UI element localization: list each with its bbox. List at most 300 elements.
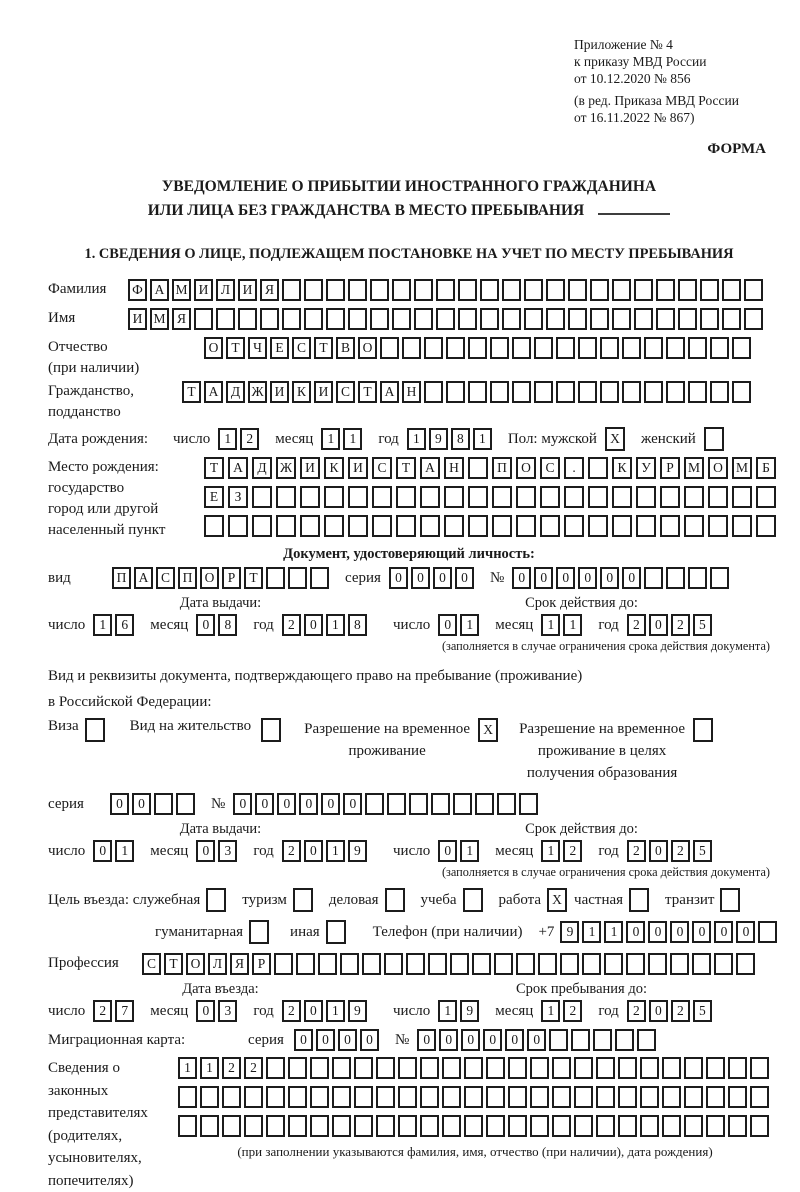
form-cell[interactable]: [424, 337, 443, 359]
form-cell[interactable]: [538, 953, 557, 975]
form-cell[interactable]: [492, 515, 512, 537]
form-cell[interactable]: 1: [563, 614, 582, 636]
form-cell[interactable]: К: [612, 457, 632, 479]
form-cell[interactable]: [288, 1086, 307, 1108]
form-cell[interactable]: [424, 381, 443, 403]
form-cell[interactable]: [468, 457, 488, 479]
form-cell[interactable]: [612, 515, 632, 537]
form-cell[interactable]: 1: [438, 1000, 457, 1022]
form-cell[interactable]: [588, 486, 608, 508]
form-cell[interactable]: [354, 1086, 373, 1108]
form-cell[interactable]: [260, 308, 279, 330]
form-cell[interactable]: 8: [451, 428, 470, 450]
form-cell[interactable]: 1: [115, 840, 134, 862]
form-cell[interactable]: Т: [164, 953, 183, 975]
form-cell[interactable]: [244, 1086, 263, 1108]
form-cell[interactable]: [744, 308, 763, 330]
form-cell[interactable]: [409, 793, 428, 815]
form-cell[interactable]: [662, 1086, 681, 1108]
form-cell[interactable]: 5: [693, 1000, 712, 1022]
form-cell[interactable]: 2: [240, 428, 259, 450]
form-cell[interactable]: [380, 337, 399, 359]
form-cell[interactable]: [684, 486, 704, 508]
form-cell[interactable]: 0: [338, 1029, 357, 1051]
form-cell[interactable]: И: [348, 457, 368, 479]
form-cell[interactable]: [750, 1115, 769, 1137]
form-cell[interactable]: [684, 1057, 703, 1079]
form-cell[interactable]: [660, 486, 680, 508]
form-cell[interactable]: [304, 279, 323, 301]
form-cell[interactable]: [512, 381, 531, 403]
form-cell[interactable]: [492, 486, 512, 508]
form-cell[interactable]: 0: [438, 840, 457, 862]
form-cell[interactable]: [516, 486, 536, 508]
form-cell[interactable]: [206, 888, 226, 912]
form-cell[interactable]: [568, 279, 587, 301]
form-cell[interactable]: [261, 718, 281, 742]
form-cell[interactable]: [420, 1115, 439, 1137]
form-cell[interactable]: [612, 279, 631, 301]
form-cell[interactable]: [370, 308, 389, 330]
form-cell[interactable]: 1: [460, 840, 479, 862]
form-cell[interactable]: Т: [204, 457, 224, 479]
form-cell[interactable]: .: [564, 457, 584, 479]
form-cell[interactable]: [732, 486, 752, 508]
form-cell[interactable]: [732, 515, 752, 537]
form-cell[interactable]: [519, 793, 538, 815]
form-cell[interactable]: [387, 793, 406, 815]
form-cell[interactable]: 0: [622, 567, 641, 589]
form-cell[interactable]: А: [380, 381, 399, 403]
form-cell[interactable]: [458, 308, 477, 330]
form-cell[interactable]: [442, 1115, 461, 1137]
form-cell[interactable]: 0: [316, 1029, 335, 1051]
form-cell[interactable]: [600, 381, 619, 403]
form-cell[interactable]: С: [292, 337, 311, 359]
form-cell[interactable]: [252, 486, 272, 508]
form-cell[interactable]: [310, 1057, 329, 1079]
form-cell[interactable]: А: [204, 381, 223, 403]
form-cell[interactable]: И: [194, 279, 213, 301]
form-cell[interactable]: [530, 1086, 549, 1108]
form-cell[interactable]: [266, 1086, 285, 1108]
form-cell[interactable]: [252, 515, 272, 537]
form-cell[interactable]: 0: [304, 840, 323, 862]
form-cell[interactable]: [564, 515, 584, 537]
form-cell[interactable]: 0: [736, 921, 755, 943]
form-cell[interactable]: [640, 1115, 659, 1137]
form-cell[interactable]: [370, 279, 389, 301]
form-cell[interactable]: [560, 953, 579, 975]
form-cell[interactable]: 0: [649, 614, 668, 636]
form-cell[interactable]: [222, 1086, 241, 1108]
form-cell[interactable]: 0: [649, 1000, 668, 1022]
form-cell[interactable]: [728, 1057, 747, 1079]
form-cell[interactable]: 0: [439, 1029, 458, 1051]
form-cell[interactable]: [376, 1086, 395, 1108]
form-cell[interactable]: 1: [93, 614, 112, 636]
form-cell[interactable]: 1: [326, 1000, 345, 1022]
form-cell[interactable]: [758, 921, 777, 943]
form-cell[interactable]: 9: [348, 840, 367, 862]
form-cell[interactable]: 9: [348, 1000, 367, 1022]
form-cell[interactable]: О: [516, 457, 536, 479]
form-cell[interactable]: Е: [204, 486, 224, 508]
form-cell[interactable]: [670, 953, 689, 975]
form-cell[interactable]: [354, 1057, 373, 1079]
form-cell[interactable]: X: [478, 718, 498, 742]
form-cell[interactable]: Я: [172, 308, 191, 330]
form-cell[interactable]: 0: [389, 567, 408, 589]
form-cell[interactable]: [431, 793, 450, 815]
form-cell[interactable]: [300, 515, 320, 537]
form-cell[interactable]: [428, 953, 447, 975]
form-cell[interactable]: [574, 1086, 593, 1108]
form-cell[interactable]: [324, 515, 344, 537]
form-cell[interactable]: [468, 381, 487, 403]
form-cell[interactable]: 2: [627, 614, 646, 636]
form-cell[interactable]: И: [270, 381, 289, 403]
form-cell[interactable]: [546, 279, 565, 301]
form-cell[interactable]: [365, 793, 384, 815]
form-cell[interactable]: [666, 337, 685, 359]
form-cell[interactable]: Т: [314, 337, 333, 359]
form-cell[interactable]: 0: [649, 840, 668, 862]
form-cell[interactable]: 0: [196, 840, 215, 862]
form-cell[interactable]: [700, 279, 719, 301]
form-cell[interactable]: 0: [294, 1029, 313, 1051]
form-cell[interactable]: 1: [178, 1057, 197, 1079]
form-cell[interactable]: [458, 279, 477, 301]
form-cell[interactable]: Ч: [248, 337, 267, 359]
form-cell[interactable]: [750, 1057, 769, 1079]
form-cell[interactable]: [446, 337, 465, 359]
form-cell[interactable]: [446, 381, 465, 403]
form-cell[interactable]: 0: [648, 921, 667, 943]
form-cell[interactable]: 0: [343, 793, 362, 815]
form-cell[interactable]: [444, 515, 464, 537]
form-cell[interactable]: [704, 427, 724, 451]
form-cell[interactable]: 9: [560, 921, 579, 943]
form-cell[interactable]: [590, 279, 609, 301]
form-cell[interactable]: 1: [541, 840, 560, 862]
form-cell[interactable]: [310, 1115, 329, 1137]
form-cell[interactable]: [552, 1086, 571, 1108]
form-cell[interactable]: [274, 953, 293, 975]
form-cell[interactable]: [490, 337, 509, 359]
form-cell[interactable]: [463, 888, 483, 912]
form-cell[interactable]: [222, 1115, 241, 1137]
form-cell[interactable]: [618, 1057, 637, 1079]
form-cell[interactable]: [228, 515, 248, 537]
form-cell[interactable]: [688, 567, 707, 589]
form-cell[interactable]: [372, 486, 392, 508]
form-cell[interactable]: 3: [218, 840, 237, 862]
form-cell[interactable]: [524, 279, 543, 301]
form-cell[interactable]: 0: [438, 614, 457, 636]
form-cell[interactable]: 2: [627, 840, 646, 862]
form-cell[interactable]: [708, 515, 728, 537]
form-cell[interactable]: [398, 1115, 417, 1137]
form-cell[interactable]: X: [547, 888, 567, 912]
form-cell[interactable]: [472, 953, 491, 975]
form-cell[interactable]: [502, 308, 521, 330]
form-cell[interactable]: 0: [626, 921, 645, 943]
form-cell[interactable]: [244, 1115, 263, 1137]
form-cell[interactable]: [634, 308, 653, 330]
form-cell[interactable]: [732, 381, 751, 403]
form-cell[interactable]: [348, 308, 367, 330]
form-cell[interactable]: [464, 1115, 483, 1137]
form-cell[interactable]: [318, 953, 337, 975]
form-cell[interactable]: 0: [455, 567, 474, 589]
form-cell[interactable]: С: [156, 567, 175, 589]
form-cell[interactable]: Т: [182, 381, 201, 403]
form-cell[interactable]: [249, 920, 269, 944]
form-cell[interactable]: [530, 1057, 549, 1079]
form-cell[interactable]: [288, 567, 307, 589]
form-cell[interactable]: [300, 486, 320, 508]
form-cell[interactable]: 0: [600, 567, 619, 589]
form-cell[interactable]: 0: [360, 1029, 379, 1051]
form-cell[interactable]: [288, 1115, 307, 1137]
form-cell[interactable]: [534, 381, 553, 403]
form-cell[interactable]: М: [684, 457, 704, 479]
form-cell[interactable]: 6: [115, 614, 134, 636]
form-cell[interactable]: 2: [222, 1057, 241, 1079]
form-cell[interactable]: 0: [461, 1029, 480, 1051]
form-cell[interactable]: 1: [326, 840, 345, 862]
form-cell[interactable]: [590, 308, 609, 330]
form-cell[interactable]: Ф: [128, 279, 147, 301]
form-cell[interactable]: [644, 337, 663, 359]
form-cell[interactable]: А: [420, 457, 440, 479]
form-cell[interactable]: [688, 381, 707, 403]
form-cell[interactable]: [450, 953, 469, 975]
form-cell[interactable]: [684, 515, 704, 537]
form-cell[interactable]: [693, 718, 713, 742]
form-cell[interactable]: Н: [402, 381, 421, 403]
form-cell[interactable]: [708, 486, 728, 508]
form-cell[interactable]: [310, 567, 329, 589]
form-cell[interactable]: [480, 279, 499, 301]
form-cell[interactable]: [660, 515, 680, 537]
form-cell[interactable]: 2: [282, 614, 301, 636]
form-cell[interactable]: О: [204, 337, 223, 359]
form-cell[interactable]: 0: [433, 567, 452, 589]
form-cell[interactable]: [622, 337, 641, 359]
form-cell[interactable]: [582, 953, 601, 975]
form-cell[interactable]: И: [300, 457, 320, 479]
form-cell[interactable]: [502, 279, 521, 301]
form-cell[interactable]: [750, 1086, 769, 1108]
form-cell[interactable]: [398, 1057, 417, 1079]
form-cell[interactable]: [490, 381, 509, 403]
form-cell[interactable]: Р: [660, 457, 680, 479]
form-cell[interactable]: [662, 1115, 681, 1137]
form-cell[interactable]: Л: [216, 279, 235, 301]
form-cell[interactable]: 2: [93, 1000, 112, 1022]
form-cell[interactable]: 1: [582, 921, 601, 943]
form-cell[interactable]: [678, 279, 697, 301]
form-cell[interactable]: 0: [417, 1029, 436, 1051]
form-cell[interactable]: В: [336, 337, 355, 359]
form-cell[interactable]: [656, 279, 675, 301]
form-cell[interactable]: [392, 279, 411, 301]
form-cell[interactable]: [530, 1115, 549, 1137]
form-cell[interactable]: 2: [671, 840, 690, 862]
form-cell[interactable]: А: [150, 279, 169, 301]
form-cell[interactable]: [468, 337, 487, 359]
form-cell[interactable]: [706, 1057, 725, 1079]
form-cell[interactable]: [442, 1057, 461, 1079]
form-cell[interactable]: 2: [627, 1000, 646, 1022]
form-cell[interactable]: [376, 1057, 395, 1079]
form-cell[interactable]: Ж: [248, 381, 267, 403]
form-cell[interactable]: [596, 1057, 615, 1079]
form-cell[interactable]: 1: [460, 614, 479, 636]
form-cell[interactable]: [556, 337, 575, 359]
form-cell[interactable]: [396, 486, 416, 508]
form-cell[interactable]: [662, 1057, 681, 1079]
form-cell[interactable]: [710, 337, 729, 359]
form-cell[interactable]: Ж: [276, 457, 296, 479]
form-cell[interactable]: [464, 1086, 483, 1108]
form-cell[interactable]: [200, 1086, 219, 1108]
form-cell[interactable]: Я: [260, 279, 279, 301]
form-cell[interactable]: 1: [218, 428, 237, 450]
form-cell[interactable]: [178, 1086, 197, 1108]
form-cell[interactable]: [200, 1115, 219, 1137]
form-cell[interactable]: [178, 1115, 197, 1137]
form-cell[interactable]: [494, 953, 513, 975]
form-cell[interactable]: 2: [671, 614, 690, 636]
form-cell[interactable]: О: [186, 953, 205, 975]
form-cell[interactable]: [384, 953, 403, 975]
form-cell[interactable]: У: [636, 457, 656, 479]
form-cell[interactable]: [636, 486, 656, 508]
form-cell[interactable]: 0: [505, 1029, 524, 1051]
form-cell[interactable]: Т: [396, 457, 416, 479]
form-cell[interactable]: [194, 308, 213, 330]
form-cell[interactable]: [480, 308, 499, 330]
form-cell[interactable]: [692, 953, 711, 975]
form-cell[interactable]: [324, 486, 344, 508]
form-cell[interactable]: [468, 515, 488, 537]
form-cell[interactable]: [571, 1029, 590, 1051]
form-cell[interactable]: [475, 793, 494, 815]
form-cell[interactable]: 1: [321, 428, 340, 450]
form-cell[interactable]: [392, 308, 411, 330]
form-cell[interactable]: [588, 515, 608, 537]
form-cell[interactable]: [604, 953, 623, 975]
form-cell[interactable]: 1: [407, 428, 426, 450]
form-cell[interactable]: [326, 920, 346, 944]
form-cell[interactable]: П: [492, 457, 512, 479]
form-cell[interactable]: 2: [282, 840, 301, 862]
form-cell[interactable]: М: [150, 308, 169, 330]
form-cell[interactable]: [508, 1086, 527, 1108]
form-cell[interactable]: [486, 1115, 505, 1137]
form-cell[interactable]: [626, 953, 645, 975]
form-cell[interactable]: 1: [200, 1057, 219, 1079]
form-cell[interactable]: [436, 279, 455, 301]
form-cell[interactable]: [728, 1086, 747, 1108]
form-cell[interactable]: Д: [226, 381, 245, 403]
form-cell[interactable]: [396, 515, 416, 537]
form-cell[interactable]: 7: [115, 1000, 134, 1022]
form-cell[interactable]: 9: [429, 428, 448, 450]
form-cell[interactable]: Т: [244, 567, 263, 589]
form-cell[interactable]: 0: [534, 567, 553, 589]
form-cell[interactable]: 1: [473, 428, 492, 450]
form-cell[interactable]: [288, 1057, 307, 1079]
form-cell[interactable]: [516, 515, 536, 537]
form-cell[interactable]: [326, 308, 345, 330]
form-cell[interactable]: [722, 279, 741, 301]
form-cell[interactable]: [540, 486, 560, 508]
form-cell[interactable]: [714, 953, 733, 975]
form-cell[interactable]: [540, 515, 560, 537]
form-cell[interactable]: [508, 1057, 527, 1079]
form-cell[interactable]: [596, 1115, 615, 1137]
form-cell[interactable]: [402, 337, 421, 359]
form-cell[interactable]: 1: [343, 428, 362, 450]
form-cell[interactable]: [736, 953, 755, 975]
form-cell[interactable]: [296, 953, 315, 975]
form-cell[interactable]: А: [134, 567, 153, 589]
form-cell[interactable]: 2: [282, 1000, 301, 1022]
form-cell[interactable]: [444, 486, 464, 508]
form-cell[interactable]: [204, 515, 224, 537]
form-cell[interactable]: 1: [541, 1000, 560, 1022]
form-cell[interactable]: Н: [444, 457, 464, 479]
form-cell[interactable]: И: [314, 381, 333, 403]
form-cell[interactable]: [497, 793, 516, 815]
form-cell[interactable]: О: [708, 457, 728, 479]
form-cell[interactable]: 5: [693, 840, 712, 862]
form-cell[interactable]: 0: [277, 793, 296, 815]
form-cell[interactable]: Т: [226, 337, 245, 359]
form-cell[interactable]: 0: [692, 921, 711, 943]
form-cell[interactable]: [756, 486, 776, 508]
form-cell[interactable]: [644, 567, 663, 589]
form-cell[interactable]: 0: [714, 921, 733, 943]
form-cell[interactable]: [512, 337, 531, 359]
form-cell[interactable]: [656, 308, 675, 330]
form-cell[interactable]: П: [112, 567, 131, 589]
form-cell[interactable]: [464, 1057, 483, 1079]
form-cell[interactable]: 2: [563, 1000, 582, 1022]
form-cell[interactable]: [420, 515, 440, 537]
form-cell[interactable]: [282, 308, 301, 330]
form-cell[interactable]: 3: [218, 1000, 237, 1022]
form-cell[interactable]: 0: [93, 840, 112, 862]
form-cell[interactable]: 0: [132, 793, 151, 815]
form-cell[interactable]: [398, 1086, 417, 1108]
form-cell[interactable]: 0: [299, 793, 318, 815]
form-cell[interactable]: 0: [670, 921, 689, 943]
form-cell[interactable]: С: [372, 457, 392, 479]
form-cell[interactable]: [666, 567, 685, 589]
form-cell[interactable]: [732, 337, 751, 359]
form-cell[interactable]: [622, 381, 641, 403]
form-cell[interactable]: [640, 1057, 659, 1079]
form-cell[interactable]: [600, 337, 619, 359]
form-cell[interactable]: [684, 1115, 703, 1137]
form-cell[interactable]: [266, 1115, 285, 1137]
form-cell[interactable]: Р: [252, 953, 271, 975]
